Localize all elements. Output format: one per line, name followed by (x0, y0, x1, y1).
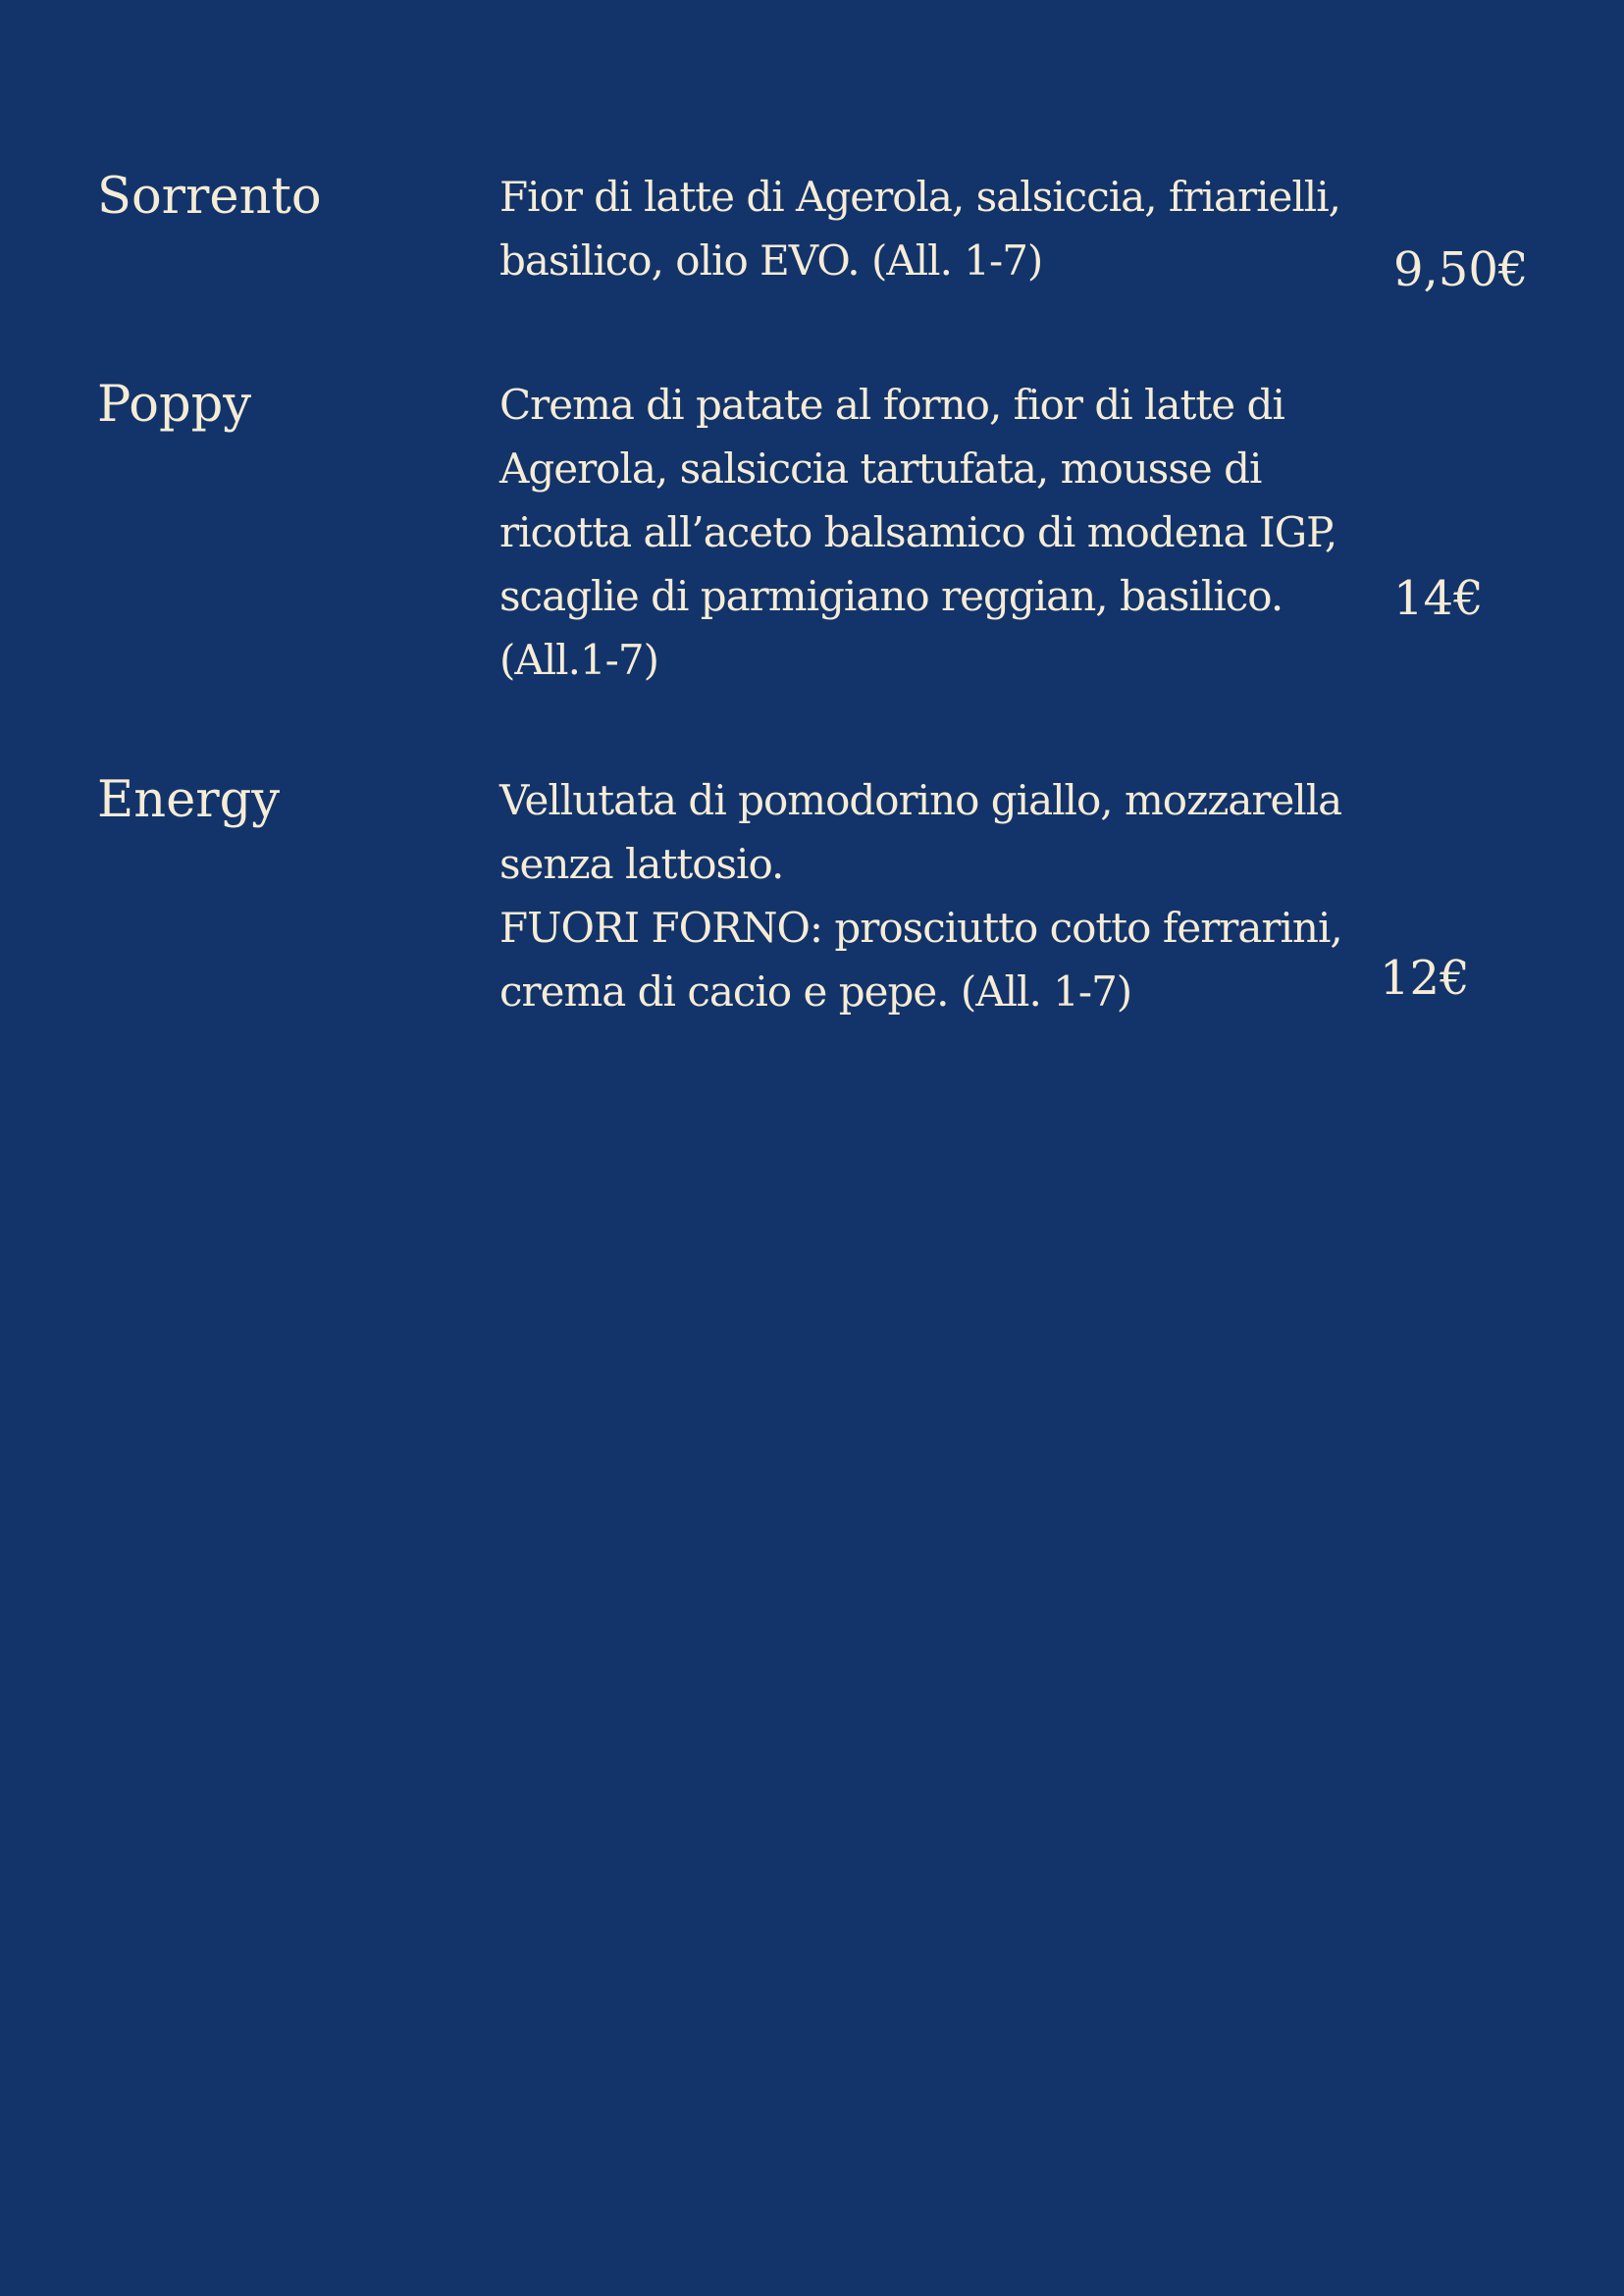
item-price: 14€ (1393, 571, 1484, 626)
item-name: Sorrento (97, 168, 322, 226)
menu-item-poppy (0, 373, 1624, 687)
description-line: FUORI FORNO: prosciutto cotto ferrarini, (499, 904, 1342, 952)
description-line: Vellutata di pomodorino giallo, mozzarella (499, 776, 1342, 824)
description-line: Fior di latte di Agerola, salsiccia, friarielli, (499, 173, 1341, 221)
item-name: Energy (97, 771, 281, 829)
menu-item-energy (0, 768, 1624, 1023)
description-line: senza lattosio. (499, 840, 784, 888)
description-line: crema di cacio e pepe. (All. 1-7) (499, 967, 1132, 1016)
description-line: basilico, olio EVO. (All. 1-7) (499, 236, 1043, 285)
item-description (499, 768, 1402, 1023)
description-line: ricotta all’aceto balsamico di modena IGP, (499, 508, 1337, 556)
item-description (499, 373, 1402, 692)
item-price: 9,50€ (1393, 242, 1529, 297)
item-price: 12€ (1380, 951, 1470, 1006)
description-line: Crema di patate al forno, fior di latte di (499, 381, 1284, 429)
description-line: (All.1-7) (499, 636, 658, 684)
item-description (499, 165, 1402, 292)
item-name: Poppy (97, 376, 252, 434)
description-line: scaglie di parmigiano reggian, basilico. (499, 572, 1283, 620)
description-line: Agerola, salsiccia tartufata, mousse di (499, 444, 1262, 493)
menu-item-sorrento (0, 165, 1624, 302)
